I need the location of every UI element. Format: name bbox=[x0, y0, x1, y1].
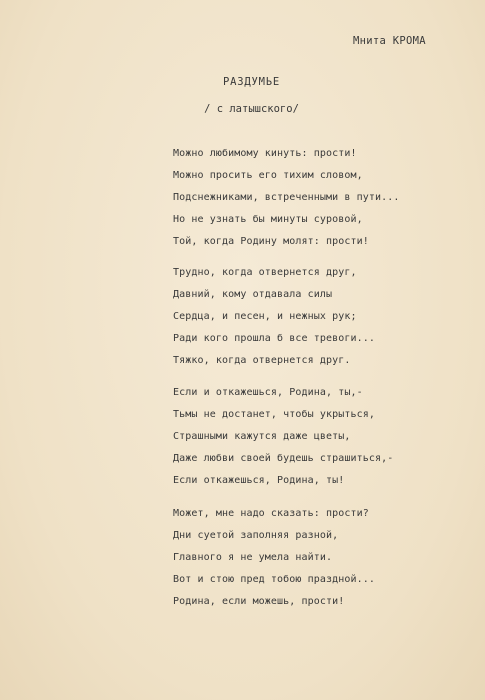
poem-line: Трудно, когда отвернется друг, bbox=[173, 267, 357, 278]
poem-line: Тьмы не достанет, чтобы укрыться, bbox=[173, 409, 375, 420]
poem-line: Можно любимому кинуть: прости! bbox=[173, 148, 357, 159]
stanza-1 bbox=[173, 143, 399, 253]
stanza-3 bbox=[173, 382, 393, 492]
poem-line: Можно просить его тихим словом, bbox=[173, 170, 363, 181]
poem-line: Ради кого прошла б все тревоги... bbox=[173, 333, 375, 344]
poem-subtitle: / с латышского/ bbox=[204, 103, 299, 115]
poem-title: РАЗДУМЬЕ bbox=[223, 76, 280, 88]
poem-line: Давний, кому отдавала силы bbox=[173, 289, 333, 300]
author-name: Мнита КРОМА bbox=[353, 35, 426, 47]
stanza-2 bbox=[173, 262, 375, 372]
poem-line: Но не узнать бы минуты суровой, bbox=[173, 214, 363, 225]
poem-line: Родина, если можешь, прости! bbox=[173, 596, 345, 607]
poem-line: Подснежниками, встреченными в пути... bbox=[173, 192, 400, 203]
poem-line: Может, мне надо сказать: прости? bbox=[173, 508, 369, 519]
poem-line: Главного я не умела найти. bbox=[173, 552, 333, 563]
poem-line: Той, когда Родину молят: прости! bbox=[173, 236, 369, 247]
poem-line: Даже любви своей будешь страшиться,- bbox=[173, 453, 394, 464]
poem-line: Если и откажешься, Родина, ты,- bbox=[173, 387, 363, 398]
stanza-4 bbox=[173, 503, 375, 613]
poem-line: Дни суетой заполняя разной, bbox=[173, 530, 339, 541]
poem-line: Страшными кажутся даже цветы, bbox=[173, 431, 351, 442]
poem-line: Если откажешься, Родина, ты! bbox=[173, 475, 345, 486]
poem-line: Сердца, и песен, и нежных рук; bbox=[173, 311, 357, 322]
poem-line: Тяжко, когда отвернется друг. bbox=[173, 355, 351, 366]
poem-line: Вот и стою пред тобою праздной... bbox=[173, 574, 375, 585]
